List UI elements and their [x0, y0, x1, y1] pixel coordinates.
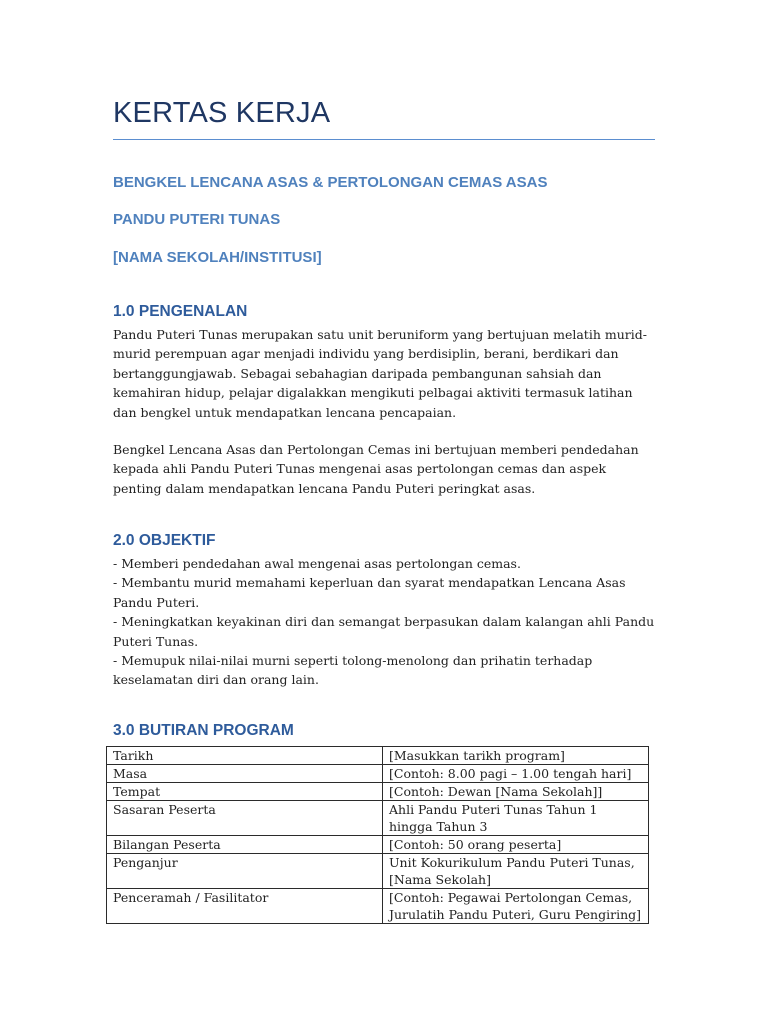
table-row: [107, 889, 649, 924]
intro-paragraph-2: Bengkel Lencana Asas dan Pertolongan Cemas ini bertujuan memberi pendedahan kepada ahli Pandu Puteri Tunas mengenai asas pertolongan cemas dan aspek penting dalam mendapatkan lencana Pandu Puteri peringkat asas.: [113, 442, 639, 496]
row-value: [Contoh: 8.00 pagi – 1.00 tengah hari]: [383, 765, 649, 783]
objective-item: - Meningkatkan keyakinan diri dan semangat berpasukan dalam kalangan ahli Pandu Puteri Tunas.: [113, 614, 655, 649]
section-heading-intro: 1.0 PENGENALAN: [113, 303, 248, 320]
row-label: Sasaran Peserta: [107, 801, 383, 836]
row-value: [Contoh: Pegawai Pertolongan Cemas, Jurulatih Pandu Puteri, Guru Pengiring]: [383, 889, 649, 924]
table-row: [107, 747, 649, 765]
row-label: Penganjur: [107, 854, 383, 889]
objective-item: - Membantu murid memahami keperluan dan syarat mendapatkan Lencana Asas Pandu Puteri.: [113, 575, 626, 610]
row-value: Ahli Pandu Puteri Tunas Tahun 1 hingga Tahun 3: [383, 801, 649, 836]
section-heading-objectives: 2.0 OBJEKTIF: [113, 532, 216, 549]
document-title: KERTAS KERJA: [113, 97, 331, 129]
objective-item: - Memupuk nilai-nilai murni seperti tolong-menolong dan prihatin terhadap keselamatan diri dan orang lain.: [113, 653, 593, 688]
row-value: Unit Kokurikulum Pandu Puteri Tunas, [Nama Sekolah]: [383, 854, 649, 889]
row-value: [Contoh: 50 orang peserta]: [383, 836, 649, 854]
school-name: [NAMA SEKOLAH/INSTITUSI]: [113, 249, 322, 266]
section-heading-program: 3.0 BUTIRAN PROGRAM: [113, 722, 294, 739]
row-label: Penceramah / Fasilitator: [107, 889, 383, 924]
title-divider: [113, 139, 655, 140]
row-label: Bilangan Peserta: [107, 836, 383, 854]
row-value: [Masukkan tarikh program]: [383, 747, 649, 765]
objectives-list: [113, 554, 658, 690]
table-row: [107, 854, 649, 889]
program-details-table: [106, 746, 649, 924]
objective-item: - Memberi pendedahan awal mengenai asas pertolongan cemas.: [113, 556, 521, 571]
table-row: [107, 836, 649, 854]
workshop-title: BENGKEL LENCANA ASAS & PERTOLONGAN CEMAS ASAS: [113, 174, 548, 191]
table-row: [107, 801, 649, 836]
table-row: [107, 765, 649, 783]
table-row: [107, 783, 649, 801]
row-label: Tempat: [107, 783, 383, 801]
intro-paragraph-1: Pandu Puteri Tunas merupakan satu unit beruniform yang bertujuan melatih murid-murid perempuan agar menjadi individu yang berdisiplin, berani, berdikari dan bertanggungjawab. Sebagai sebahagian daripada pembangunan sahsiah dan kemahiran hidup, pelajar digalakkan mengikuti pelbagai aktiviti termasuk latihan dan bengkel untuk mendapatkan lencana pencapaian.: [113, 327, 647, 420]
row-value: [Contoh: Dewan [Nama Sekolah]]: [383, 783, 649, 801]
row-label: Tarikh: [107, 747, 383, 765]
row-label: Masa: [107, 765, 383, 783]
unit-name: PANDU PUTERI TUNAS: [113, 211, 281, 228]
